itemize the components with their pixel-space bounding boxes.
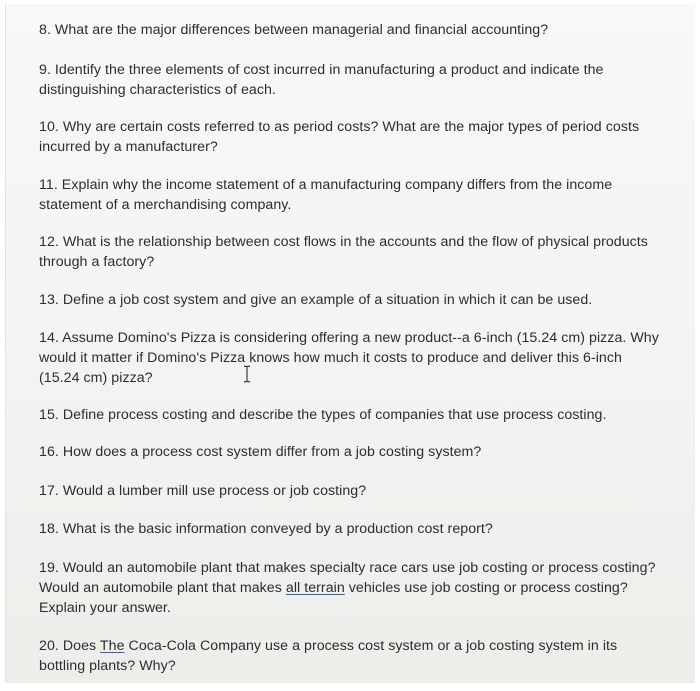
question-19-underlined-text: all terrain <box>285 580 345 596</box>
question-16: 16. How does a process cost system differ from a job costing system? <box>39 444 482 460</box>
question-15: 15. Define process costing and describe the types of companies that use process costing. <box>39 407 607 423</box>
question-10: 10. Why are certain costs referred to as period costs? What are the major types of period costs incurred by a manufacturer? <box>39 119 640 155</box>
question-20 <box>39 636 664 676</box>
question-11: 11. Explain why the income statement of a manufacturing company differs from the income statement of a merchandising company. <box>39 177 613 213</box>
question-19 <box>39 558 664 618</box>
question-19-text-start: 19. Would an automobile plant that makes specialty race cars use job costing or process costing? Would an automobile plant that makes <box>39 560 656 596</box>
question-18: 18. What is the basic information conveyed by a production cost report? <box>39 521 493 537</box>
question-13: 13. Define a job cost system and give an example of a situation in which it can be used. <box>39 292 593 308</box>
question-20-text-start: 20. Does <box>39 638 100 654</box>
question-12: 12. What is the relationship between cost flows in the accounts and the flow of physical products through a factory? <box>39 234 648 270</box>
question-8: 8. What are the major differences between managerial and financial accounting? <box>39 22 549 38</box>
question-17: 17. Would a lumber mill use process or job costing? <box>39 483 367 499</box>
question-19-text-end: vehicles use job costing or process costing? Explain your answer. <box>39 580 628 616</box>
question-20-underlined-text: The <box>99 638 125 654</box>
text-cursor-icon <box>242 364 252 384</box>
question-20-text-end: Coca-Cola Company use a process cost system or a job costing system in its bottling plants? Why? <box>39 638 618 674</box>
question-9: 9. Identify the three elements of cost incurred in manufacturing a product and indicate the distinguishing characteristics of each. <box>39 62 604 98</box>
question-14: 14. Assume Domino's Pizza is considering offering a new product--a 6-inch (15.24 cm) pizza. Why would it matter if Domino's Pizza knows how much it costs to produce and deliver this 6-inch (15.24 cm) pizza? <box>39 330 659 386</box>
document-page <box>5 4 695 683</box>
